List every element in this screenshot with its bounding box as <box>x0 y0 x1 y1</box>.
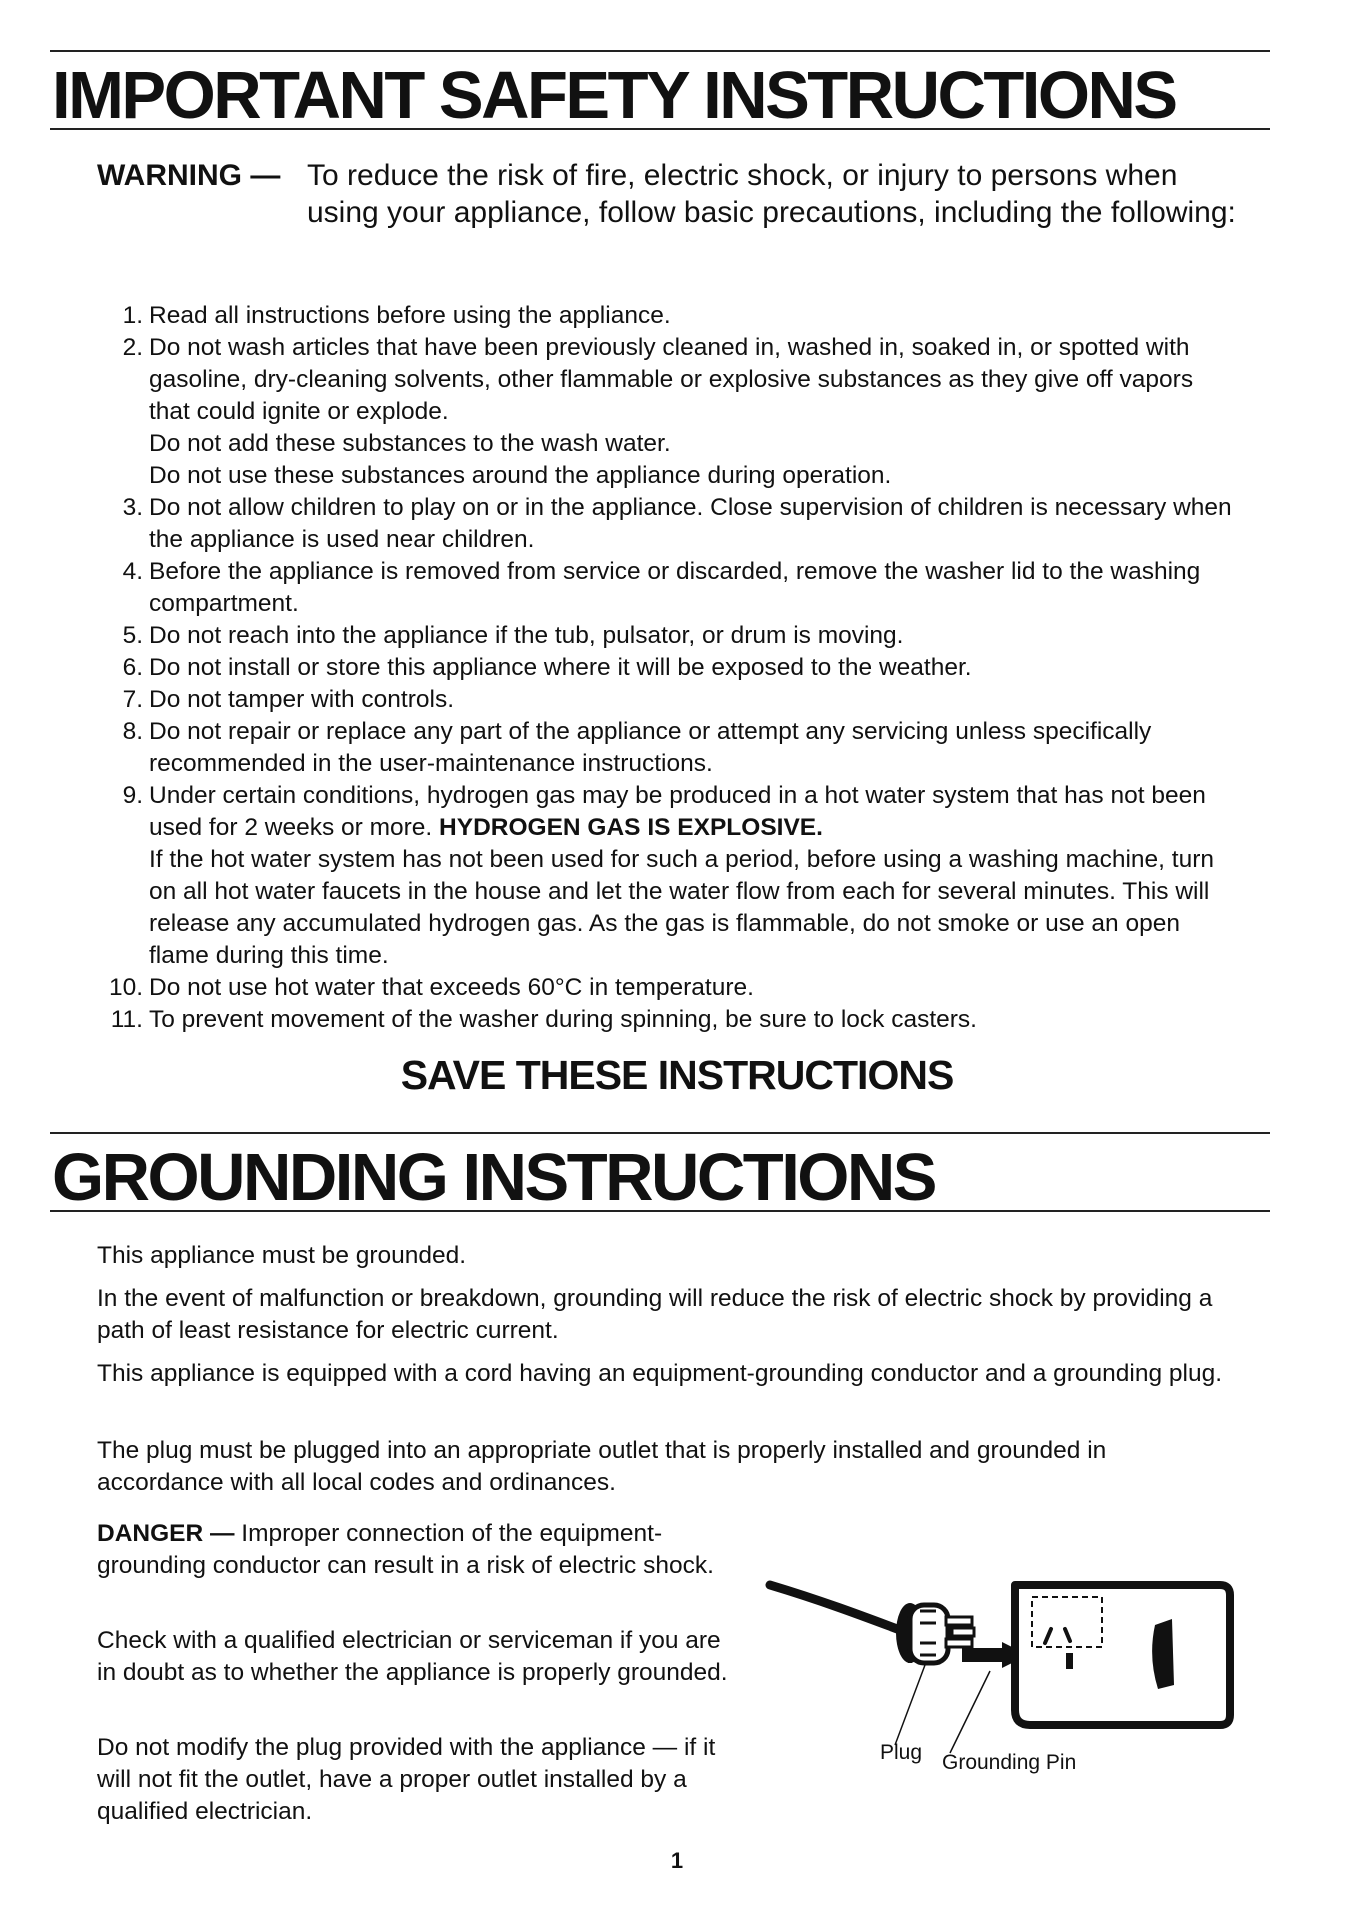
item-text: Before the appliance is removed from service or discarded, remove the washer lid to the washing compartment. <box>149 558 1201 617</box>
save-instructions-heading: SAVE THESE INSTRUCTIONS <box>400 1052 954 1098</box>
grounding-paragraph: Check with a qualified electrician or serviceman if you are in doubt as to whether the appliance is properly grounded. <box>97 1627 728 1686</box>
warning-block <box>97 157 1237 229</box>
item-number: 7. <box>122 686 143 713</box>
grounding-paragraph: The plug must be plugged into an appropriate outlet that is properly installed and grounded in accordance with all local codes and ordinances. <box>97 1437 1107 1496</box>
grounding-paragraph: This appliance must be grounded. <box>97 1242 467 1269</box>
grounding-paragraph: Do not modify the plug provided with the appliance — if it will not fit the outlet, have a proper outlet installed by a qualified electrician. <box>97 1734 716 1825</box>
list-item <box>97 492 1237 556</box>
safety-list <box>97 300 1237 1036</box>
item-number: 11. <box>110 1006 143 1033</box>
list-item <box>97 332 1237 492</box>
item-number: 3. <box>122 494 143 521</box>
hydrogen-warning: HYDROGEN GAS IS EXPLOSIVE. <box>439 814 823 841</box>
item-number: 4. <box>122 558 143 585</box>
list-item <box>97 300 1237 332</box>
list-item <box>97 556 1237 620</box>
item-extra: If the hot water system has not been used for such a period, before using a washing machine, turn on all hot water faucets in the house and let the water flow from each for several minutes. This will release any accumulated hydrogen gas. As the gas is flammable, do not smoke or use an open flame during this time. <box>149 846 1215 969</box>
item-text: Do not install or store this appliance where it will be exposed to the weather. <box>149 654 972 681</box>
plug-outlet-drawing <box>760 1545 1240 1785</box>
item-text: Under certain conditions, hydrogen gas may be produced in a hot water system that has not been used for 2 weeks or more. <box>149 782 1206 841</box>
grounding-paragraph: This appliance is equipped with a cord having an equipment-grounding conductor and a grounding plug. <box>97 1360 1223 1387</box>
page-number: 1 <box>670 1848 684 1873</box>
warning-label: WARNING — <box>97 159 281 192</box>
list-item <box>97 972 1237 1004</box>
list-item <box>97 620 1237 652</box>
item-extra: Do not use these substances around the appliance during operation. <box>149 462 892 489</box>
grounding-title: GROUNDING INSTRUCTIONS <box>52 1140 935 1215</box>
item-text: Do not tamper with controls. <box>149 686 455 713</box>
danger-text: Improper connection of the equipment-grounding conductor can result in a risk of electric shock. <box>97 1520 714 1579</box>
top-rule <box>50 50 1270 52</box>
item-number: 2. <box>122 334 143 361</box>
safety-title-underline <box>50 128 1270 130</box>
danger-label: DANGER — <box>97 1520 235 1547</box>
safety-title: IMPORTANT SAFETY INSTRUCTIONS <box>52 58 1176 133</box>
item-text: Do not repair or replace any part of the appliance or attempt any servicing unless specifically recommended in the user-maintenance instructions. <box>149 718 1152 777</box>
plug-outlet-illustration <box>760 1545 1240 1790</box>
item-text: Do not use hot water that exceeds 60°C in temperature. <box>149 974 754 1001</box>
item-text: To prevent movement of the washer during spinning, be sure to lock casters. <box>149 1006 977 1033</box>
list-item <box>97 780 1237 972</box>
list-item <box>97 652 1237 684</box>
outlet-icon <box>1015 1585 1230 1725</box>
item-extra: Do not add these substances to the wash water. <box>149 430 671 457</box>
item-number: 5. <box>122 622 143 649</box>
item-number: 1. <box>122 302 143 329</box>
item-number: 8. <box>122 718 143 745</box>
item-number: 6. <box>122 654 143 681</box>
item-text: Read all instructions before using the appliance. <box>149 302 671 329</box>
list-item <box>97 684 1237 716</box>
item-number: 9. <box>122 782 143 809</box>
plug-label: Plug <box>880 1741 923 1764</box>
grounding-top-rule <box>50 1132 1270 1134</box>
grounding-pin-label: Grounding Pin <box>942 1751 1077 1774</box>
list-item <box>97 716 1237 780</box>
item-text: Do not allow children to play on or in the appliance. Close supervision of children is necessary when the appliance is used near children. <box>149 494 1232 553</box>
warning-text: To reduce the risk of fire, electric shock, or injury to persons when using your appliance, follow basic precautions, including the following: <box>307 159 1236 229</box>
grounding-paragraph: In the event of malfunction or breakdown, grounding will reduce the risk of electric shock by providing a path of least resistance for electric current. <box>97 1285 1213 1344</box>
item-text: Do not reach into the appliance if the tub, pulsator, or drum is moving. <box>149 622 904 649</box>
item-text: Do not wash articles that have been previously cleaned in, washed in, soaked in, or spotted with gasoline, dry-cleaning solvents, other flammable or explosive substances as they give off vapors that could ignite or explode. <box>149 334 1194 425</box>
grounding-title-underline <box>50 1210 1270 1212</box>
list-item <box>97 1004 1237 1036</box>
item-number: 10. <box>108 974 143 1001</box>
danger-paragraph <box>97 1518 737 1582</box>
